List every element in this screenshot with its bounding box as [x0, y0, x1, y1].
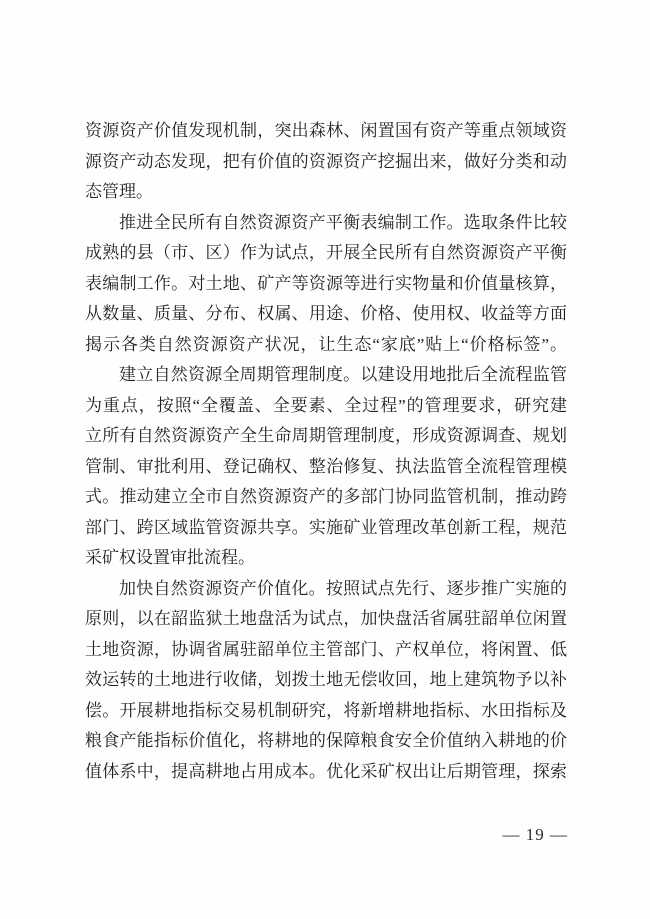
text-line: 效运转的土地进行收储，划拨土地无偿收回，地上建筑物予以补	[85, 670, 567, 689]
text-line: 为重点，按照“全覆盖、全要素、全过程”的管理要求，研究建	[85, 395, 567, 415]
text-line: 态管理。	[85, 182, 153, 201]
page-footer	[503, 824, 569, 846]
text-line: 部门、跨区域监管资源共享。实施矿业管理改革创新工程，规范	[85, 517, 567, 537]
text-line: 原则，以在韶监狱土地盘活为试点，加快盘活省属驻韶单位闲置	[85, 609, 567, 628]
text-line: 式。推动建立全市自然资源资产的多部门协同监管机制，推动跨	[85, 487, 567, 506]
body-text	[85, 116, 567, 787]
paragraph	[85, 574, 567, 788]
text-line: 土地资源，协调省属驻韶单位主管部门、产权单位，将闲置、低	[85, 639, 567, 659]
text-line: 值体系中，提高耕地占用成本。优化采矿权出让后期管理，探索	[85, 761, 567, 781]
paragraph	[85, 116, 567, 208]
text-line: 揭示各类自然资源资产状况，让生态“家底”贴上“价格标签”。	[85, 334, 567, 354]
text-line: 推进全民所有自然资源资产平衡表编制工作。选取条件比较	[119, 212, 567, 232]
text-line: 粮食产能指标价值化，将耕地的保障粮食安全价值纳入耕地的价	[85, 731, 567, 750]
paragraph	[85, 208, 567, 361]
text-line: 加快自然资源资产价值化。按照试点先行、逐步推广实施的	[119, 578, 567, 598]
text-line: 立所有自然资源资产全生命周期管理制度，形成资源调查、规划	[85, 426, 567, 445]
text-line: 从数量、质量、分布、权属、用途、价格、使用权、收益等方面	[85, 304, 567, 323]
text-line: 采矿权设置审批流程。	[85, 548, 255, 567]
paragraph	[85, 360, 567, 574]
text-line: 成熟的县（市、区）作为试点，开展全民所有自然资源资产平衡	[85, 243, 567, 262]
text-line: 源资产动态发现，把有价值的资源资产挖掘出来，做好分类和动	[85, 151, 567, 171]
text-line: 管制、审批利用、登记确权、整治修复、执法监管全流程管理模	[85, 456, 567, 476]
text-line: 资源资产价值发现机制，突出森林、闲置国有资产等重点领域资	[85, 121, 567, 140]
text-line: 建立自然资源全周期管理制度。以建设用地批后全流程监管	[119, 365, 567, 384]
text-line: 表编制工作。对土地、矿产等资源等进行实物量和价值量核算，	[85, 273, 567, 293]
text-line: 偿。开展耕地指标交易机制研究，将新增耕地指标、水田指标及	[85, 700, 567, 720]
page-number: — 19 —	[502, 825, 568, 844]
